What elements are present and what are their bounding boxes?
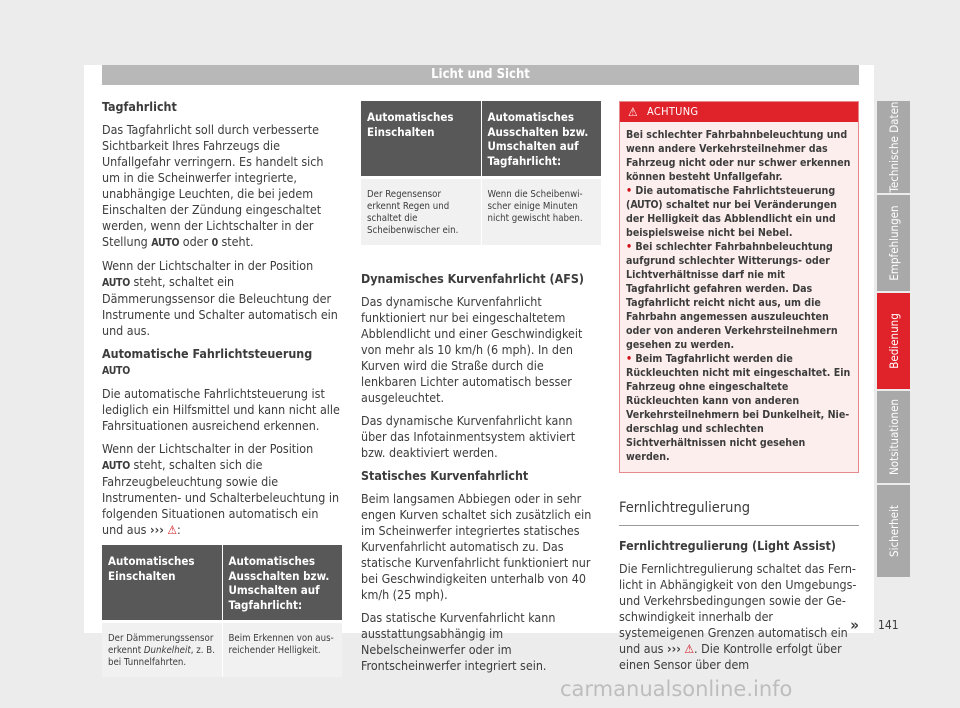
watermark: carmanualsonline.info <box>560 677 793 701</box>
info-table <box>361 101 601 245</box>
section-title-fernlicht: Fernlichtregulierung <box>619 499 859 526</box>
auto-symbol-icon: AUTO <box>102 460 130 472</box>
cross-reference-link[interactable]: ››› <box>150 522 164 537</box>
paragraph: Beim langsamen Abbiegen oder in sehr engen Kurven schaltet sich zusätzlich ein im Scheinwerfer integriertes statisches Kurvenfahrlicht automatisch zu. Das statische Kurvenfahrlicht funktioniert nur bei Geschwindigkeiten unterhalb von 40 km/h (25 mph). <box>361 491 592 602</box>
table-header: Automatisches Einschalten <box>361 101 481 176</box>
column-left <box>102 99 342 687</box>
paragraph: Wenn der Lichtschalter in der Position AUTO steht, schalten sich die Fahrzeugbeleuchtung sowie die Instrumenten- und Schalterbeleuchtung in folgenden Situationen automatisch ein und aus ››› ⚠: <box>102 441 340 537</box>
table-cell: Beim Erkennen von ausreichender Helligkeit. <box>222 623 342 677</box>
chapter-tabs <box>877 101 910 579</box>
heading-tagfahrlicht: Tagfahrlicht <box>102 99 177 114</box>
heading-light-assist: Fernlichtregulierung (Light Assist) <box>619 538 836 553</box>
table-header: Automatisches Einschalten <box>102 545 222 620</box>
warning-body <box>620 122 858 472</box>
heading-afs: Dynamisches Kurvenfahrlicht (AFS) <box>361 271 584 286</box>
auto-symbol-icon: AUTO <box>151 237 180 249</box>
table-cell: Wenn die Scheibenwischer einige Minuten nicht gewischt haben. <box>481 179 601 245</box>
table-header: Automatisches Ausschalten bzw. Umschalten auf Tagfahrlicht: <box>481 101 601 176</box>
warning-title: ACHTUNG <box>647 105 699 118</box>
table-header: Automatisches Ausschalten bzw. Umschalten auf Tagfahrlicht: <box>222 545 342 620</box>
cross-reference-link[interactable]: ››› <box>667 641 681 656</box>
info-table <box>102 545 342 677</box>
warning-bullet: • Die automatische Fahrlichtsteuerung (AUTO) schaltet nur bei Veränderungen der Helligkeit das Abblendlicht ein und beispielsweise nicht bei Nebel. <box>626 185 837 239</box>
paragraph: Die automatische Fahrlichtsteuerung ist lediglich ein Hilfsmittel und kann nicht alle Fahrsituationen ausreichend erkennen. <box>102 386 340 433</box>
warning-bullet: • Beim Tagfahrlicht werden die Rückleuchten nicht mit eingeschaltet. Ein Fahrzeug ohne eingeschaltete Rückleuchten kann von anderen Verkehrsteilnehmern bei Dunkelheit, Niederschlag und schlechten Sichtverhältnissen nicht gesehen werden. <box>626 353 851 463</box>
warning-bullet: • Bei schlechter Fahrbahnbeleuchtung aufgrund schlechter Witterungs- oder Lichtverhältnisse darf nie mit Tagfahrlicht gefahren werden. Das Tagfahrlicht reicht nicht aus, um die Fahrbahn angemessen auszuleuchten oder von anderen Verkehrsteilnehmern gesehen zu werden. <box>626 241 838 351</box>
warning-intro: Bei schlechter Fahrbahnbeleuchtung und wenn andere Verkehrsteilnehmer das Fahrzeug nicht oder nur schwer erkennen können besteht Unfallgefahr. <box>626 129 851 183</box>
auto-symbol-icon: AUTO <box>630 199 659 211</box>
warning-triangle-icon: ⚠ <box>167 523 178 537</box>
paragraph: Das Tagfahrlicht soll durch verbesserte Sichtbarkeit Ihres Fahrzeugs die Unfallgefahr verringern. Es handelt sich um in die Scheinwerfer integrierte, unabhängige Leuchten, die bei jedem Einschalten der Zündung eingeschaltet werden, wenn der Lichtschalter in der Stellung AUTO oder 0 steht. <box>102 122 324 249</box>
paragraph: Die Fernlichtregulierung schaltet das Fernlicht in Abhängigkeit von den Umgebungs- und Verkehrsbedingungen sowie der Geschwindigkeit innerhalb der systemeigenen Grenzen automatisch ein und aus ››› ⚠. Die Kontrolle erfolgt über einen Sensor über dem <box>619 561 857 672</box>
warning-box <box>619 101 859 473</box>
continue-arrow-icon: » <box>850 616 859 634</box>
table-row <box>361 179 601 245</box>
page-header: Licht und Sicht <box>102 65 859 85</box>
auto-symbol-icon: AUTO <box>102 277 130 289</box>
warning-triangle-icon: ⚠ <box>684 642 695 656</box>
tab-bedienung[interactable]: Bedienung <box>877 293 910 389</box>
warning-header <box>620 102 858 122</box>
table-row <box>102 623 342 677</box>
paragraph: Wenn der Lichtschalter in der Position AUTO steht, schaltet ein Dämmerungssensor die Beleuchtung der Instrumente und Schalter automatisch ein und aus. <box>102 258 338 338</box>
tab-notsituationen[interactable]: Notsituationen <box>877 391 910 483</box>
column-right <box>619 101 859 672</box>
column-middle <box>361 101 601 681</box>
table-cell: Der Regensensor erkennt Regen und schaltet die Scheibenwischer ein. <box>361 179 481 245</box>
heading-auto-fahrlicht: Automatische Fahrlichtsteuerung AUTO <box>102 346 313 377</box>
tab-empfehlungen[interactable]: Empfehlungen <box>877 195 910 291</box>
heading-static-light: Statisches Kurvenfahrlicht <box>361 468 529 483</box>
paragraph: Das statische Kurvenfahrlicht kann ausstattungsabhängig im Nebelscheinwerfer oder im Frontscheinwerfer integriert sein. <box>361 610 556 673</box>
table-cell: Der Dämmerungssensor erkennt Dunkelheit, z. B. bei Tunnelfahrten. <box>102 623 222 677</box>
page-number: 141 <box>878 618 899 632</box>
tab-sicherheit[interactable]: Sicherheit <box>877 485 910 577</box>
auto-symbol-icon: AUTO <box>102 365 130 377</box>
zero-symbol-icon: 0 <box>211 237 218 249</box>
paragraph: Das dynamische Kurvenfahrlicht funktioniert nur bei eingeschaltetem Abblendlicht und einer Geschwindigkeit von mehr als 10 km/h (6 mph). In den Kurven wird die Straße durch die lenkbaren Lichter automatisch besser ausgeleuchtet. <box>361 294 583 405</box>
tab-technische-daten[interactable]: Technische Daten <box>877 101 910 193</box>
warning-triangle-icon: ⚠ <box>628 105 638 119</box>
paragraph: Das dynamische Kurvenfahrlicht kann über das Infotainmentsystem aktiviert bzw. deaktiviert werden. <box>361 413 576 460</box>
